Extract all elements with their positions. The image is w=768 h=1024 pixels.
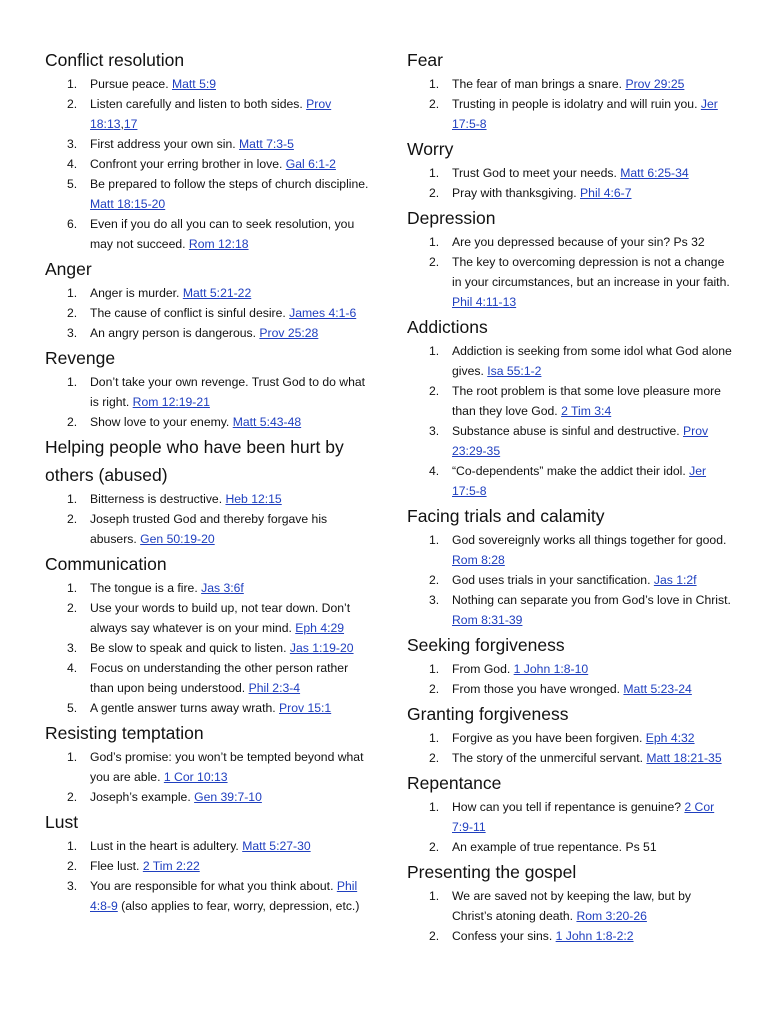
list-item-number: 1. bbox=[429, 889, 440, 903]
scripture-reference-link[interactable]: Rom 8:31-39 bbox=[452, 613, 523, 627]
list-item bbox=[407, 232, 732, 252]
scripture-reference-link[interactable]: 1 Cor 10:13 bbox=[163, 770, 228, 784]
list-item bbox=[45, 134, 375, 154]
list-item bbox=[45, 836, 375, 856]
scripture-reference-link[interactable]: Prov 29:25 bbox=[625, 77, 685, 91]
section-heading-communication: Communication bbox=[45, 554, 167, 574]
list-item bbox=[45, 876, 375, 916]
left-column bbox=[45, 46, 375, 917]
scripture-reference-link[interactable]: 2 Tim 3:4 bbox=[561, 404, 612, 418]
list-item-number: 2. bbox=[429, 929, 440, 943]
list-item-number: 2. bbox=[429, 255, 440, 269]
scripture-reference-link[interactable]: Matt 6:25-34 bbox=[620, 166, 689, 180]
section-heading-fear: Fear bbox=[407, 50, 443, 70]
scripture-reference-link[interactable]: Rom 12:18 bbox=[188, 237, 249, 251]
list-item-number: 1. bbox=[429, 533, 440, 547]
list-item-text: Are you depressed because of your sin? Ps 32 bbox=[452, 235, 705, 249]
list-item-text: An example of true repentance. Ps 51 bbox=[452, 840, 657, 854]
list-item bbox=[45, 698, 375, 718]
section-heading-helping-people-who-have-been-hurt-by-others-abused: Helping people who have been hurt by others (abused) bbox=[45, 437, 344, 485]
list-item-text: Joseph’s example. bbox=[90, 790, 195, 804]
list-item-text: The root problem is that some love pleasure more than they love God. bbox=[452, 384, 721, 418]
list-item-text: Trusting in people is idolatry and will ruin you. bbox=[452, 97, 701, 111]
scripture-reference-link[interactable]: Gen 50:19-20 bbox=[140, 532, 215, 546]
scripture-reference-link[interactable]: 1 John 1:8-2:2 bbox=[555, 929, 634, 943]
list-item-text: Use your words to build up, not tear down. Don’t always say whatever is on your mind. bbox=[90, 601, 351, 635]
scripture-reference-link[interactable]: Matt 5:9 bbox=[171, 77, 217, 91]
scripture-reference-link[interactable]: Prov 25:28 bbox=[259, 326, 319, 340]
scripture-reference-link[interactable]: 2 Tim 2:22 bbox=[142, 859, 200, 873]
scripture-reference-link[interactable]: Phil 2:3-4 bbox=[248, 681, 301, 695]
scripture-reference-link[interactable]: Matt 5:27-30 bbox=[242, 839, 311, 853]
list-item-number: 3. bbox=[67, 326, 78, 340]
section-list-fear bbox=[407, 74, 732, 134]
scripture-reference-link[interactable]: Prov 23:29-35 bbox=[452, 424, 709, 458]
list-item bbox=[45, 412, 375, 432]
list-item-number: 2. bbox=[429, 840, 440, 854]
section-heading-facing-trials-and-calamity: Facing trials and calamity bbox=[407, 506, 605, 526]
list-item-text: Be prepared to follow the steps of church discipline. bbox=[90, 177, 369, 191]
list-item-number: 1. bbox=[67, 375, 78, 389]
list-item bbox=[45, 154, 375, 174]
list-item bbox=[407, 886, 732, 926]
list-item-number: 5. bbox=[67, 701, 78, 715]
scripture-reference-link[interactable]: Matt 7:3-5 bbox=[239, 137, 294, 151]
scripture-reference-link[interactable]: Phil 4:11-13 bbox=[452, 295, 517, 309]
list-item bbox=[45, 174, 375, 214]
list-item-number: 1. bbox=[67, 750, 78, 764]
list-item-number: 1. bbox=[67, 492, 78, 506]
list-item bbox=[407, 728, 732, 748]
section-list-worry bbox=[407, 163, 732, 203]
scripture-reference-link[interactable]: 2 Cor 7:9-11 bbox=[452, 800, 715, 834]
list-item-number: 2. bbox=[429, 682, 440, 696]
list-item-text: First address your own sin. bbox=[90, 137, 240, 151]
section-list-communication bbox=[45, 578, 375, 718]
list-item bbox=[407, 659, 732, 679]
scripture-reference-link[interactable]: Gen 39:7-10 bbox=[194, 790, 262, 804]
list-item-text: Confront your erring brother in love. bbox=[90, 157, 286, 171]
list-item-number: 2. bbox=[429, 573, 440, 587]
scripture-reference-link[interactable]: Phil 4:6-7 bbox=[580, 186, 632, 200]
scripture-reference-link[interactable]: Matt 18:21-35 bbox=[646, 751, 722, 765]
list-item-number: 2. bbox=[67, 306, 78, 320]
section-list-anger bbox=[45, 283, 375, 343]
list-item bbox=[45, 856, 375, 876]
list-item bbox=[45, 578, 375, 598]
list-item-text: Even if you do all you can to seek resolution, you may not succeed. bbox=[90, 217, 355, 251]
list-item-text: God’s promise: you won’t be tempted beyond what you are able. bbox=[90, 750, 364, 784]
list-item bbox=[45, 638, 375, 658]
list-item bbox=[407, 590, 732, 630]
list-item bbox=[407, 679, 732, 699]
scripture-reference-link[interactable]: Jer 17:5-8 bbox=[452, 97, 718, 131]
list-item-text: Trust God to meet your needs. bbox=[452, 166, 621, 180]
list-item-text: How can you tell if repentance is genuine? bbox=[452, 800, 685, 814]
section-list-resisting-temptation bbox=[45, 747, 375, 807]
scripture-reference-link[interactable]: Matt 5:43-48 bbox=[232, 415, 302, 429]
section-list-conflict-resolution bbox=[45, 74, 375, 254]
list-item bbox=[45, 283, 375, 303]
right-column bbox=[407, 46, 732, 947]
list-item-number: 4. bbox=[67, 661, 78, 675]
list-item-note: (also applies to fear, worry, depression, etc.) bbox=[117, 899, 360, 913]
list-item-number: 2. bbox=[429, 97, 440, 111]
list-item bbox=[45, 489, 375, 509]
list-item-text: Substance abuse is sinful and destructive. bbox=[452, 424, 684, 438]
scripture-reference-link[interactable]: Prov 18:13 bbox=[90, 97, 332, 131]
list-item bbox=[407, 837, 732, 857]
list-item-text: Joseph trusted God and thereby forgave his abusers. bbox=[90, 512, 328, 546]
scripture-reference-link[interactable]: Phil 4:8-9 bbox=[90, 879, 358, 913]
list-item-text: The cause of conflict is sinful desire. bbox=[90, 306, 290, 320]
section-list-depression bbox=[407, 232, 732, 312]
list-item bbox=[45, 787, 375, 807]
list-item-number: 2. bbox=[67, 512, 78, 526]
list-item bbox=[45, 598, 375, 638]
section-heading-anger: Anger bbox=[45, 259, 92, 279]
section-list-facing-trials-and-calamity bbox=[407, 530, 732, 630]
section-heading-seeking-forgiveness: Seeking forgiveness bbox=[407, 635, 565, 655]
section-list-seeking-forgiveness bbox=[407, 659, 732, 699]
section-heading-repentance: Repentance bbox=[407, 773, 502, 793]
list-item bbox=[45, 214, 375, 254]
list-item-number: 2. bbox=[429, 751, 440, 765]
section-heading-resisting-temptation: Resisting temptation bbox=[45, 723, 204, 743]
list-item-number: 1. bbox=[67, 581, 78, 595]
section-list-presenting-the-gospel bbox=[407, 886, 732, 946]
list-item-text: Flee lust. bbox=[90, 859, 143, 873]
list-item-number: 4. bbox=[429, 464, 440, 478]
list-item-text: Pray with thanksgiving. bbox=[452, 186, 581, 200]
list-item bbox=[407, 381, 732, 421]
list-item-number: 2. bbox=[67, 601, 78, 615]
section-list-granting-forgiveness bbox=[407, 728, 732, 768]
list-item bbox=[407, 461, 732, 501]
list-item-text: From God. bbox=[452, 662, 514, 676]
list-item bbox=[407, 94, 732, 134]
section-heading-worry: Worry bbox=[407, 139, 454, 159]
list-item-number: 2. bbox=[429, 384, 440, 398]
scripture-reference-link[interactable]: Jer 17:5-8 bbox=[452, 464, 707, 498]
scripture-reference-link[interactable]: Eph 4:29 bbox=[295, 621, 345, 635]
list-item-text: Show love to your enemy. bbox=[90, 415, 233, 429]
scripture-reference-link[interactable]: Rom 3:20-26 bbox=[576, 909, 647, 923]
list-item-text: The story of the unmerciful servant. bbox=[452, 751, 647, 765]
list-item bbox=[407, 421, 732, 461]
list-item-text: Lust in the heart is adultery. bbox=[90, 839, 243, 853]
list-item-text: Forgive as you have been forgiven. bbox=[452, 731, 646, 745]
scripture-reference-link[interactable]: Isa 55:1-2 bbox=[487, 364, 542, 378]
scripture-reference-link[interactable]: Matt 5:23-24 bbox=[623, 682, 692, 696]
list-item-number: 1. bbox=[429, 77, 440, 91]
section-heading-lust: Lust bbox=[45, 812, 79, 832]
list-item-number: 3. bbox=[429, 593, 440, 607]
list-item bbox=[407, 252, 732, 312]
list-item bbox=[45, 303, 375, 323]
list-item-text: “Co-dependents” make the addict their idol. bbox=[452, 464, 690, 478]
section-list-helping-people-who-have-been-hurt-by-others-abused bbox=[45, 489, 375, 549]
section-heading-depression: Depression bbox=[407, 208, 496, 228]
list-item-text: A gentle answer turns away wrath. bbox=[90, 701, 280, 715]
list-item bbox=[407, 748, 732, 768]
list-item-text: Anger is murder. bbox=[90, 286, 183, 300]
list-item bbox=[45, 372, 375, 412]
scripture-reference-link[interactable]: Prov 15:1 bbox=[279, 701, 332, 715]
list-item bbox=[407, 163, 732, 183]
scripture-reference-link[interactable]: Jas 1:19-20 bbox=[289, 641, 354, 655]
list-item bbox=[407, 74, 732, 94]
list-item-number: 1. bbox=[429, 800, 440, 814]
section-heading-conflict-resolution: Conflict resolution bbox=[45, 50, 185, 70]
list-item-text: We are saved not by keeping the law, but by Christ’s atoning death. bbox=[452, 889, 691, 923]
section-heading-revenge: Revenge bbox=[45, 348, 116, 368]
section-list-repentance bbox=[407, 797, 732, 857]
list-item: 2. Listen carefully and listen to both sides. Prov 18:13,17 bbox=[45, 94, 375, 134]
list-item-number: 1. bbox=[429, 235, 440, 249]
list-item-text: The key to overcoming depression is not a change in your circumstances, but an increase in your faith. bbox=[452, 255, 730, 289]
list-item bbox=[407, 341, 732, 381]
list-item-text: You are responsible for what you think about. bbox=[90, 879, 337, 893]
scripture-reference-link[interactable]: Rom 12:19-21 bbox=[132, 395, 210, 409]
section-heading-granting-forgiveness: Granting forgiveness bbox=[407, 704, 569, 724]
section-list-addictions bbox=[407, 341, 732, 501]
scripture-reference-link[interactable]: Matt 18:15-20 bbox=[90, 197, 166, 211]
list-item-text: Confess your sins. bbox=[452, 929, 556, 943]
list-item-text: God sovereignly works all things together for good. bbox=[452, 533, 727, 547]
list-item-number: 1. bbox=[429, 344, 440, 358]
list-item bbox=[45, 509, 375, 549]
list-item-text: Listen carefully and listen to both sides. bbox=[90, 97, 307, 111]
scripture-reference-link[interactable]: Gal 6:1-2 bbox=[285, 157, 336, 171]
list-item bbox=[45, 658, 375, 698]
list-item-text: Be slow to speak and quick to listen. bbox=[90, 641, 290, 655]
list-item-text: Don’t take your own revenge. Trust God to do what is right. bbox=[90, 375, 366, 409]
list-item-number: 3. bbox=[67, 137, 78, 151]
list-item-number: 6. bbox=[67, 217, 78, 231]
scripture-reference-link[interactable]: James 4:1-6 bbox=[289, 306, 357, 320]
list-item-number: 2. bbox=[67, 859, 78, 873]
list-item-text: Nothing can separate you from God’s love in Christ. bbox=[452, 593, 731, 607]
list-item-number: 1. bbox=[429, 662, 440, 676]
scripture-reference-link[interactable]: Jas 3:6f bbox=[201, 581, 244, 595]
scripture-reference-link[interactable]: Rom 8:28 bbox=[452, 553, 505, 567]
list-item-number: 2. bbox=[429, 186, 440, 200]
list-item-number: 3. bbox=[429, 424, 440, 438]
list-item bbox=[407, 797, 732, 837]
scripture-reference-link[interactable]: 17 bbox=[123, 117, 138, 131]
list-item-text: Addiction is seeking from some idol what God alone gives. bbox=[452, 344, 732, 378]
list-item-text: God uses trials in your sanctification. bbox=[452, 573, 654, 587]
list-item bbox=[407, 530, 732, 570]
list-item-text: Focus on understanding the other person rather than upon being understood. bbox=[90, 661, 349, 695]
list-item-text: The fear of man brings a snare. bbox=[452, 77, 626, 91]
list-item-number: 1. bbox=[67, 839, 78, 853]
section-heading-presenting-the-gospel: Presenting the gospel bbox=[407, 862, 577, 882]
section-heading-addictions: Addictions bbox=[407, 317, 488, 337]
list-item-text: Bitterness is destructive. bbox=[90, 492, 226, 506]
scripture-reference-link[interactable]: 1 John 1:8-10 bbox=[513, 662, 589, 676]
list-item bbox=[45, 74, 375, 94]
list-item bbox=[45, 747, 375, 787]
scripture-reference-link[interactable]: Heb 12:15 bbox=[225, 492, 282, 506]
list-item-number: 2. bbox=[67, 97, 78, 111]
list-item-number: 2. bbox=[67, 415, 78, 429]
list-item-number: 1. bbox=[67, 286, 78, 300]
list-item-number: 3. bbox=[67, 641, 78, 655]
list-item-number: 1. bbox=[67, 77, 78, 91]
list-item-number: 2. bbox=[67, 790, 78, 804]
scripture-reference-link[interactable]: Jas 1:2f bbox=[653, 573, 697, 587]
section-list-revenge bbox=[45, 372, 375, 432]
list-item-text: Pursue peace. bbox=[90, 77, 172, 91]
scripture-reference-link[interactable]: Eph 4:32 bbox=[645, 731, 695, 745]
list-item-text: From those you have wronged. bbox=[452, 682, 624, 696]
list-item-number: 3. bbox=[67, 879, 78, 893]
list-item-number: 1. bbox=[429, 166, 440, 180]
list-item-number: 5. bbox=[67, 177, 78, 191]
list-item-text: An angry person is dangerous. bbox=[90, 326, 260, 340]
list-item bbox=[407, 926, 732, 946]
list-item-text: The tongue is a fire. bbox=[90, 581, 202, 595]
list-item bbox=[45, 323, 375, 343]
list-item bbox=[407, 183, 732, 203]
list-item bbox=[407, 570, 732, 590]
section-list-lust bbox=[45, 836, 375, 916]
scripture-reference-link[interactable]: Matt 5:21-22 bbox=[182, 286, 252, 300]
list-item-number: 4. bbox=[67, 157, 78, 171]
list-item-number: 1. bbox=[429, 731, 440, 745]
